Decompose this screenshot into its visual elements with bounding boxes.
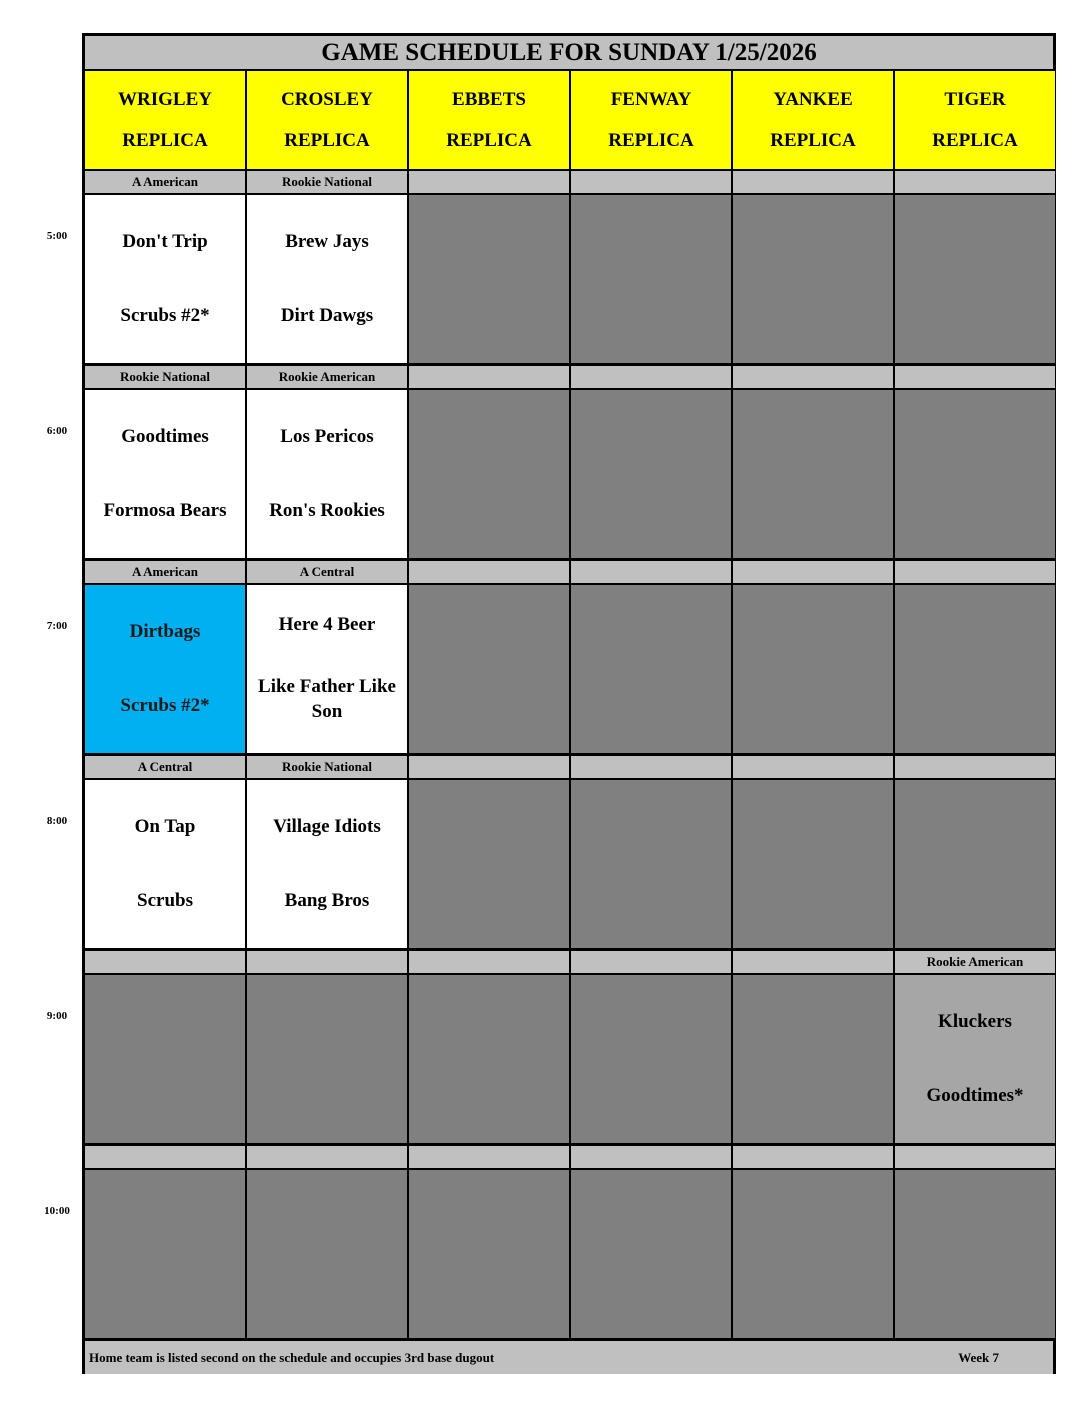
division-label <box>409 171 569 193</box>
field-sub: REPLICA <box>608 129 694 151</box>
empty-slot <box>733 390 893 558</box>
game-cell <box>85 585 245 753</box>
division-label <box>571 171 731 193</box>
division-label <box>409 366 569 388</box>
time-label: 5:00 <box>46 230 68 242</box>
empty-slot <box>571 195 731 363</box>
footer-note: Home team is listed second on the schedule and occupies 3rd base dugout <box>89 1349 495 1365</box>
division-label <box>895 366 1055 388</box>
empty-slot <box>409 780 569 948</box>
division-label <box>733 951 893 973</box>
field-sub: REPLICA <box>284 129 370 151</box>
empty-slot <box>733 585 893 753</box>
division-label <box>571 561 731 583</box>
home-team: Goodtimes* <box>926 1084 1024 1106</box>
division-label <box>247 951 407 973</box>
empty-slot <box>895 585 1055 753</box>
away-team: Los Pericos <box>280 425 374 447</box>
empty-slot <box>571 585 731 753</box>
time-label: 6:00 <box>46 425 68 437</box>
field-sub: REPLICA <box>770 129 856 151</box>
empty-slot <box>409 585 569 753</box>
field-name: YANKEE <box>773 88 853 110</box>
division-label: A American <box>85 561 245 583</box>
division-label <box>85 1146 245 1168</box>
game-cell <box>247 585 407 753</box>
empty-slot <box>85 975 245 1143</box>
field-name: TIGER <box>944 88 1006 110</box>
field-name: CROSLEY <box>281 88 373 110</box>
division-label <box>733 366 893 388</box>
game-cell <box>247 195 407 363</box>
division-label <box>895 756 1055 778</box>
game-cell <box>85 780 245 948</box>
home-team: Dirt Dawgs <box>280 304 374 326</box>
schedule-title: GAME SCHEDULE FOR SUNDAY 1/25/2026 <box>85 36 1053 69</box>
field-sub: REPLICA <box>446 129 532 151</box>
schedule-table <box>82 33 1056 1374</box>
division-label <box>247 1146 407 1168</box>
empty-slot <box>733 195 893 363</box>
division-label <box>571 366 731 388</box>
home-team: Formosa Bears <box>103 499 227 521</box>
division-label <box>733 561 893 583</box>
footer-bar <box>85 1341 1053 1374</box>
empty-slot <box>571 1170 731 1338</box>
time-label: 7:00 <box>46 620 68 632</box>
game-cell <box>895 975 1055 1143</box>
division-label <box>895 171 1055 193</box>
division-label <box>409 951 569 973</box>
division-label <box>409 561 569 583</box>
time-label: 10:00 <box>44 1205 70 1217</box>
division-label: Rookie National <box>247 756 407 778</box>
away-team: Kluckers <box>938 1010 1012 1032</box>
division-label <box>571 756 731 778</box>
away-team: Here 4 Beer <box>278 614 376 636</box>
division-label: A American <box>85 171 245 193</box>
field-header-0 <box>85 71 245 169</box>
game-cell <box>85 390 245 558</box>
game-cell <box>247 390 407 558</box>
away-team: Dirtbags <box>129 620 201 642</box>
empty-slot <box>409 390 569 558</box>
home-team: Scrubs #2* <box>120 694 210 716</box>
away-team: Goodtimes <box>121 425 209 447</box>
division-label <box>409 1146 569 1168</box>
field-header-1 <box>247 71 407 169</box>
empty-slot <box>895 780 1055 948</box>
time-label: 9:00 <box>46 1010 68 1022</box>
field-sub: REPLICA <box>932 129 1018 151</box>
empty-slot <box>733 1170 893 1338</box>
home-team: Ron's Rookies <box>269 499 385 521</box>
empty-slot <box>409 195 569 363</box>
empty-slot <box>733 780 893 948</box>
division-label: Rookie American <box>895 951 1055 973</box>
empty-slot <box>247 1170 407 1338</box>
empty-slot <box>895 1170 1055 1338</box>
field-name: FENWAY <box>610 88 692 110</box>
empty-slot <box>733 975 893 1143</box>
division-label: A Central <box>85 756 245 778</box>
away-team: Don't Trip <box>122 230 208 252</box>
division-label <box>571 951 731 973</box>
empty-slot <box>571 780 731 948</box>
home-team: Bang Bros <box>284 889 370 911</box>
division-label <box>409 756 569 778</box>
empty-slot <box>85 1170 245 1338</box>
time-label: 8:00 <box>46 815 68 827</box>
week-label: Week 7 <box>958 1349 999 1365</box>
empty-slot <box>571 390 731 558</box>
empty-slot <box>895 195 1055 363</box>
away-team: On Tap <box>134 815 196 837</box>
empty-slot <box>895 390 1055 558</box>
game-cell <box>85 195 245 363</box>
field-header-4 <box>733 71 893 169</box>
field-name: WRIGLEY <box>118 88 212 110</box>
division-label <box>571 1146 731 1168</box>
empty-slot <box>409 1170 569 1338</box>
division-label <box>895 561 1055 583</box>
empty-slot <box>247 975 407 1143</box>
home-team: Scrubs <box>137 889 193 911</box>
division-label <box>895 1146 1055 1168</box>
division-label: Rookie American <box>247 366 407 388</box>
division-label <box>733 1146 893 1168</box>
field-header-2 <box>409 71 569 169</box>
division-label <box>733 171 893 193</box>
home-team: Like Father Like Son <box>258 676 396 722</box>
division-label: A Central <box>247 561 407 583</box>
field-header-3 <box>571 71 731 169</box>
division-label: Rookie National <box>247 171 407 193</box>
division-label: Rookie National <box>85 366 245 388</box>
away-team: Brew Jays <box>285 230 369 252</box>
empty-slot <box>409 975 569 1143</box>
field-header-5 <box>895 71 1055 169</box>
game-cell <box>247 780 407 948</box>
division-label <box>733 756 893 778</box>
field-name: EBBETS <box>452 88 526 110</box>
away-team: Village Idiots <box>273 815 381 837</box>
division-label <box>85 951 245 973</box>
empty-slot <box>571 975 731 1143</box>
field-sub: REPLICA <box>122 129 208 151</box>
home-team: Scrubs #2* <box>120 304 210 326</box>
